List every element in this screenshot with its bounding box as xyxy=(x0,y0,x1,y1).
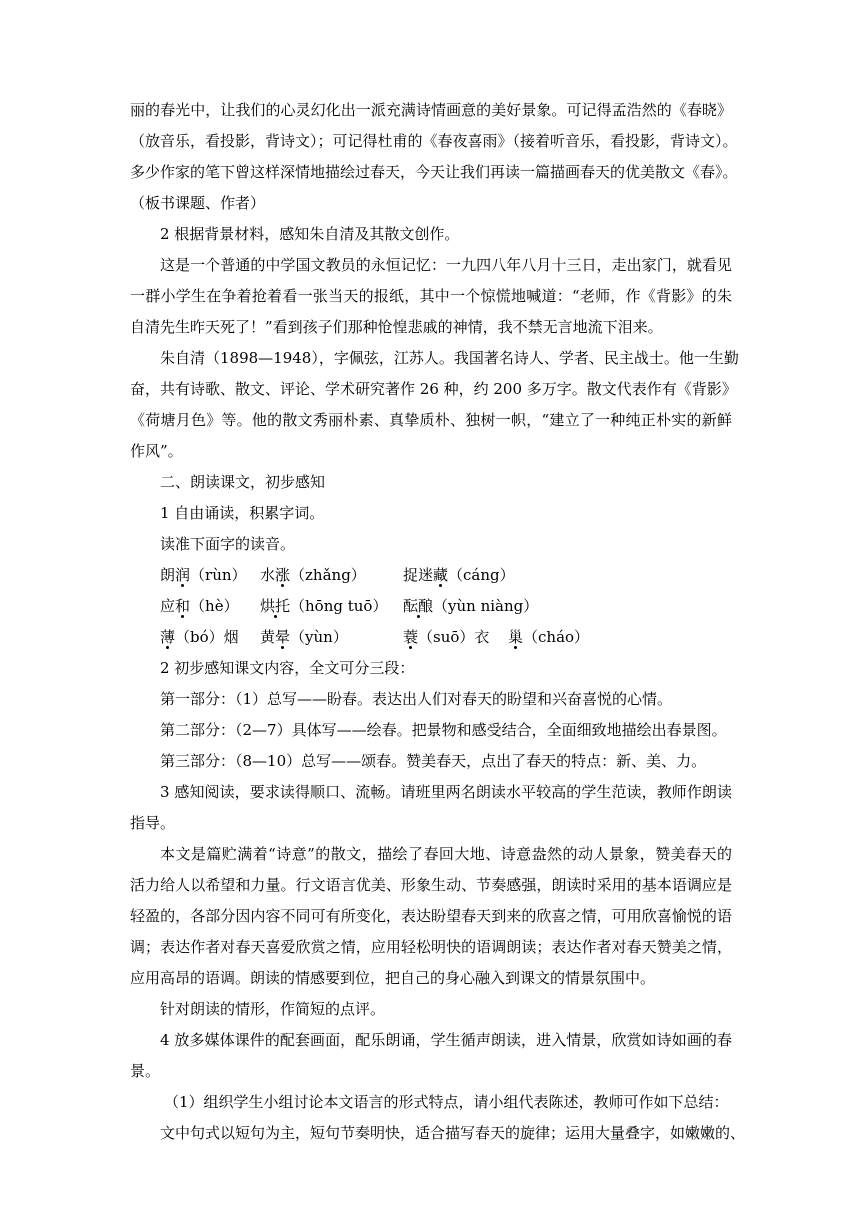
text-line: 作风”。 xyxy=(130,442,183,460)
vocab-item: 黄晕（yùn） xyxy=(260,628,348,646)
text-line: （放音乐，看投影，背诗文）；可记得杜甫的《春夜喜雨》（接着听音乐，看投影，背诗文）。 xyxy=(130,132,738,150)
text-line: 针对朗读的情形，作简短的点评。 xyxy=(160,1000,386,1018)
vocab-row xyxy=(130,560,732,591)
text-line: 自清先生昨天死了！”看到孩子们那种怆惶悲戚的神情，我不禁无言地流下泪来。 xyxy=(130,318,663,336)
vocab-item: 薄（bó）烟 xyxy=(160,628,239,646)
subheading: 2 初步感知课文内容，全文可分三段： xyxy=(160,659,415,677)
vocab-item: 朗润（rùn） xyxy=(160,566,247,584)
text-line: 4 放多媒体课件的配套画面，配乐朗诵，学生循声朗读，进入情景，欣赏如诗如画的春 xyxy=(160,1031,732,1049)
vocab-item: 烘托（hōng tuō） xyxy=(260,597,388,615)
text-line: 文中句式以短句为主，短句节奏明快，适合描写春天的旋律；运用大量叠字，如嫩嫩的、 xyxy=(160,1124,746,1142)
text-line: 应用高昂的语调。朗读的情感要到位，把自己的身心融入到课文的情景氛围中。 xyxy=(130,969,656,987)
text-line: 调；表达作者对春天喜爱欣赏之情，应用轻松明快的语调朗读；表达作者对春天赞美之情， xyxy=(130,938,732,956)
text-line: （1）组织学生小组讨论本文语言的形式特点，请小组代表陈述，教师可作如下总结： xyxy=(164,1093,729,1111)
vocab-item: 巢（cháo） xyxy=(508,628,590,646)
vocab-item: 捉迷藏（cáng） xyxy=(403,566,515,584)
text-line: 本文是篇贮满着“诗意”的散文，描绘了春回大地、诗意盎然的动人景象，赞美春天的 xyxy=(160,845,732,863)
vocab-item: 蓑（suō）衣 xyxy=(403,628,490,646)
text-line: 第三部分：（8—10）总写——颂春。赞美春天，点出了春天的特点：新、美、力。 xyxy=(160,752,707,770)
text-line: 指导。 xyxy=(130,814,176,832)
vocab-item: 应和（hè） xyxy=(160,597,239,615)
vocab-row xyxy=(130,591,732,622)
subheading: 1 自由诵读，积累字词。 xyxy=(160,504,325,522)
text-line: 多少作家的笔下曾这样深情地描绘过春天，今天让我们再读一篇描画春天的优美散文《春》。 xyxy=(130,163,738,181)
text-line: 3 感知阅读，要求读得顺口、流畅。请班里两名朗读水平较高的学生范读，教师作朗读 xyxy=(160,783,732,801)
text-line: 《荷塘月色》等。他的散文秀丽朴素、真挚质朴、独树一帜，“建立了一种纯正朴实的新鲜 xyxy=(130,411,732,429)
section-heading: 二、朗读课文，初步感知 xyxy=(160,473,326,491)
text-line: 一群小学生在争着抢着看一张当天的报纸，其中一个惊慌地喊道：“老师，作《背影》的朱 xyxy=(130,287,732,305)
vocab-row xyxy=(130,622,732,653)
text-line: 第一部分：（1）总写——盼春。表达出人们对春天的盼望和兴奋喜悦的心情。 xyxy=(160,690,673,708)
text-line: 活力给人以希望和力量。行文语言优美、形象生动、节奏感强，朗读时采用的基本语调应是 xyxy=(130,876,732,894)
vocab-item: 酝酿（yùn niàng） xyxy=(403,597,539,615)
text-line: 第二部分：（2—7）具体写——绘春。把景物和感受结合，全面细致地描绘出春景图。 xyxy=(160,721,727,739)
vocab-item: 水涨（zhǎng） xyxy=(260,566,366,584)
text-line: 奋，共有诗歌、散文、评论、学术研究著作 26 种，约 200 多万字。散文代表作有《背影》 xyxy=(130,380,737,398)
text-line: 景。 xyxy=(130,1062,161,1080)
text-line: （板书课题、作者） xyxy=(130,194,266,212)
subheading: 2 根据背景材料，感知朱自清及其散文创作。 xyxy=(160,225,460,243)
text-line: 丽的春光中，让我们的心灵幻化出一派充满诗情画意的美好景象。可记得孟浩然的《春晓》 xyxy=(130,101,732,119)
text-line: 这是一个普通的中学国文教员的永恒记忆：一九四八年八月十三日，走出家门，就看见 xyxy=(160,256,732,274)
text-line: 读准下面字的读音。 xyxy=(160,535,296,553)
text-line: 朱自清（1898—1948），字佩弦，江苏人。我国著名诗人、学者、民主战士。他一生勤 xyxy=(160,349,739,367)
text-line: 轻盈的，各部分因内容不同可有所变化，表达盼望春天到来的欣喜之情，可用欣喜愉悦的语 xyxy=(130,907,732,925)
